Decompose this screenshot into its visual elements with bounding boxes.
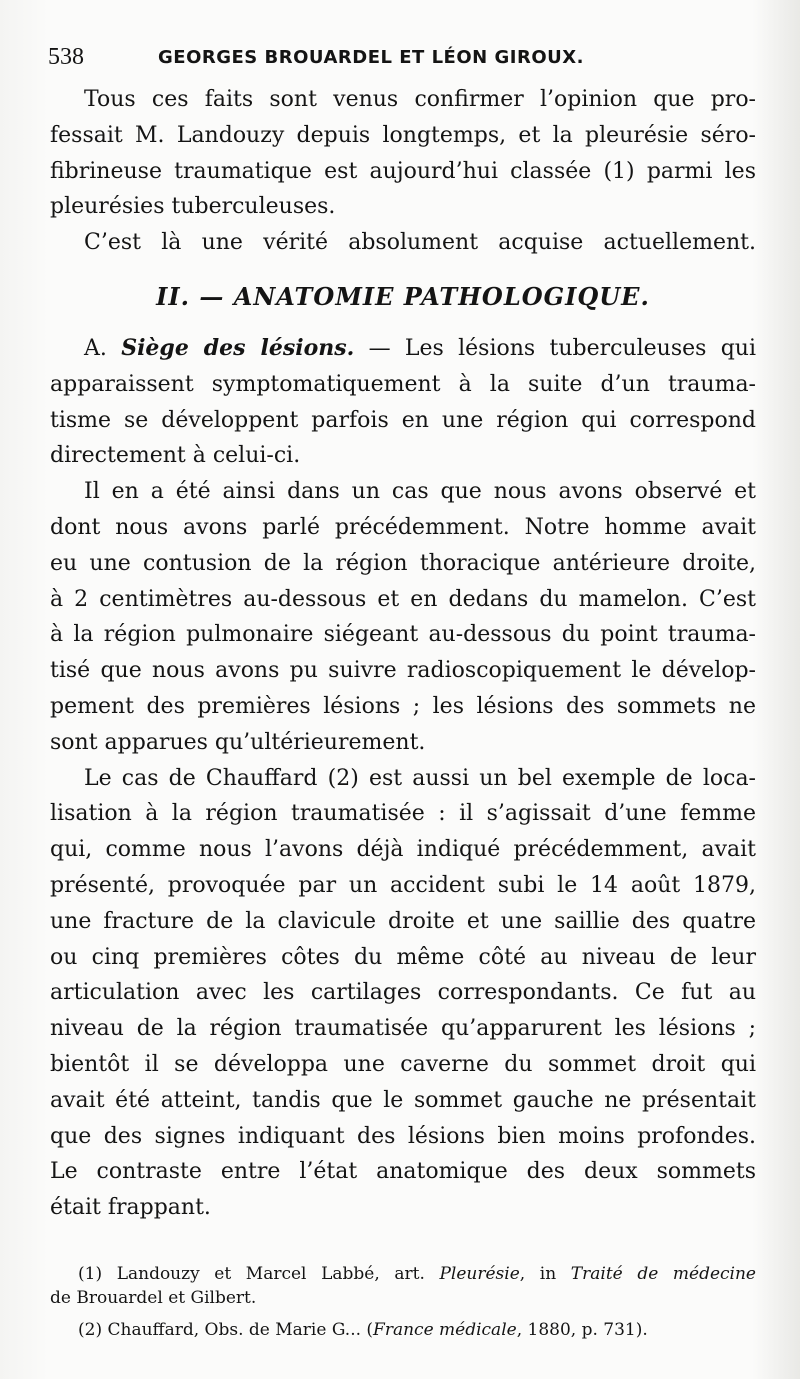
text-line: tisme se développent parfois en une région qui correspond (50, 407, 756, 433)
text-line: bientôt il se développa une caverne du sommet droit qui (50, 1051, 756, 1077)
text-line: Le cas de Chauffard (2) est aussi un bel exemple de loca- (84, 765, 756, 791)
text-line: pement des premières lésions ; les lésions des sommets ne (50, 693, 756, 719)
text-line: dont nous avons parlé précédemment. Notre homme avait (50, 514, 756, 540)
paragraph-1 (50, 82, 756, 225)
text-line: apparaissent symptomatiquement à la suite d’un trauma- (50, 371, 756, 397)
footnote-2 (50, 1318, 756, 1342)
text-line: sont apparues qu’ultérieurement. (50, 729, 426, 755)
text-line: que des signes indiquant des lésions bien moins profondes. (50, 1123, 756, 1149)
text-fragment: (1) Landouzy et Marcel Labbé, art. (78, 1264, 440, 1284)
text-line: fessait M. Landouzy depuis longtemps, et la pleurésie séro- (50, 122, 756, 148)
paragraph-5 (50, 761, 756, 1226)
text-line: niveau de la région traumatisée qu’apparurent les lésions ; (50, 1016, 756, 1042)
page-header (48, 44, 760, 74)
text-line: ou cinq premières côtes du même côté au niveau de leur (50, 944, 756, 970)
text-fragment: Pleurésie (439, 1264, 520, 1284)
subsection-letter: A. (84, 335, 107, 361)
text-line (50, 331, 756, 367)
text-line: pleurésies tuberculeuses. (50, 194, 336, 220)
text-fragment: Traité de médecine (570, 1264, 756, 1284)
text-line: C’est là une vérité absolument acquise actuellement. (84, 230, 756, 256)
subsection-title: Siège des lésions. (121, 334, 355, 361)
section-heading: II. — ANATOMIE PATHOLOGIQUE. (156, 281, 650, 311)
text-fragment: (2) Chauffard, Obs. de Marie G... ( (78, 1320, 374, 1340)
running-head: GEORGES BROUARDEL ET LÉON GIROUX. (158, 47, 584, 68)
footnote-line: de Brouardel et Gilbert. (50, 1288, 257, 1308)
paragraph-2 (50, 225, 756, 261)
text-fragment: France médicale (373, 1320, 517, 1340)
footnote-1 (50, 1262, 756, 1310)
text-line: qui, comme nous l’avons déjà indiqué précédemment, avait (50, 837, 756, 863)
text-fragment: — Les lésions tuberculeuses qui (354, 335, 756, 361)
footnote-line (50, 1262, 756, 1286)
text-line: articulation avec les cartilages correspondants. Ce fut au (50, 980, 756, 1006)
text-line: tisé que nous avons pu suivre radioscopiquement le dévelop- (50, 658, 756, 684)
text-line: lisation à la région traumatisée : il s’agissait d’une femme (50, 801, 756, 827)
text-fragment: , in (519, 1264, 571, 1284)
text-line: Le contraste entre l’état anatomique des deux sommets (50, 1159, 756, 1185)
text-line: à 2 centimètres au-dessous et en dedans du mamelon. C’est (50, 586, 756, 612)
text-line: Il en a été ainsi dans un cas que nous avons observé et (84, 479, 756, 505)
text-line: fibrineuse traumatique est aujourd’hui classée (1) parmi les (50, 158, 756, 184)
footnote-line (50, 1318, 756, 1342)
text-line: eu une contusion de la région thoracique antérieure droite, (50, 550, 756, 576)
text-line: avait été atteint, tandis que le sommet gauche ne présentait (50, 1087, 756, 1113)
text-line: présenté, provoquée par un accident subi le 14 août 1879, (50, 872, 756, 898)
text-line: Tous ces faits sont venus confirmer l’opinion que pro- (84, 87, 756, 112)
paragraph-4 (50, 474, 756, 760)
text-line: une fracture de la clavicule droite et une saillie des quatre (50, 908, 756, 934)
footnotes (50, 1262, 756, 1342)
paragraph-3 (50, 331, 756, 474)
text-fragment: , 1880, p. 731). (516, 1320, 648, 1340)
text-line: à la région pulmonaire siégeant au-dessous du point trauma- (50, 622, 756, 648)
text-line: était frappant. (50, 1195, 211, 1221)
body-text (50, 82, 756, 1226)
page-number: 538 (48, 44, 84, 70)
text-line: directement à celui-ci. (50, 443, 301, 469)
